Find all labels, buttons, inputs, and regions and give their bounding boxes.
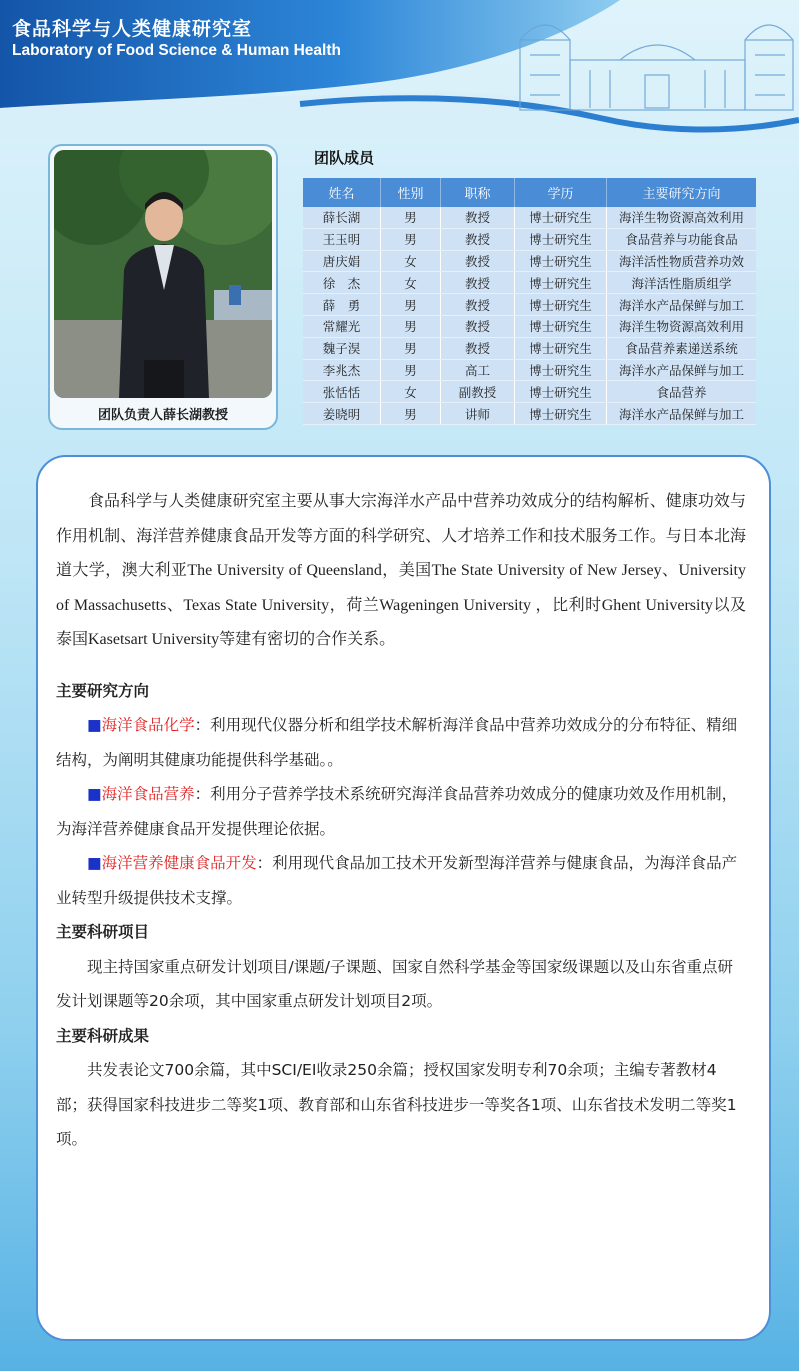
table-cell: 女 — [381, 381, 441, 403]
table-cell: 李兆杰 — [303, 359, 381, 381]
table-cell: 博士研究生 — [515, 294, 607, 316]
table-cell: 教授 — [441, 294, 515, 316]
research-item-text: ：利用现代仪器分析和组学技术解析海洋食品中营养功效成分的分布特征、精细结构，为阐明其健康功能提供科学基础。。 — [56, 716, 738, 769]
table-cell: 副教授 — [441, 381, 515, 403]
table-cell: 教授 — [441, 250, 515, 272]
table-cell: 女 — [381, 272, 441, 294]
table-cell: 博士研究生 — [515, 359, 607, 381]
table-cell: 女 — [381, 250, 441, 272]
table-cell: 博士研究生 — [515, 250, 607, 272]
content-card — [36, 455, 771, 1341]
research-item-name: 海洋食品营养 — [101, 785, 195, 803]
table-cell: 博士研究生 — [515, 315, 607, 337]
table-cell: 讲师 — [441, 403, 515, 425]
column-header: 职称 — [441, 178, 515, 207]
square-bullet-icon: ■ — [87, 716, 102, 734]
table-cell: 教授 — [441, 337, 515, 359]
table-cell: 男 — [381, 315, 441, 337]
table-cell: 徐 杰 — [303, 272, 381, 294]
table-cell: 食品营养 — [607, 381, 757, 403]
table-row — [303, 403, 756, 425]
achievements-section-title: 主要科研成果 — [56, 1026, 150, 1045]
research-item — [56, 846, 746, 915]
table-row — [303, 228, 756, 250]
table-row — [303, 359, 756, 381]
table-cell: 男 — [381, 403, 441, 425]
research-section-title: 主要研究方向 — [56, 681, 150, 700]
table-cell: 姜晓明 — [303, 403, 381, 425]
table-cell: 海洋水产品保鲜与加工 — [607, 359, 757, 381]
table-cell: 食品营养与功能食品 — [607, 228, 757, 250]
table-cell: 博士研究生 — [515, 207, 607, 228]
projects-text: 现主持国家重点研发计划项目/课题/子课题、国家自然科学基金等国家级课题以及山东省重点研发计划课题等20余项，其中国家重点研发计划项目2项。 — [56, 957, 733, 1010]
table-cell: 魏子淏 — [303, 337, 381, 359]
table-cell: 海洋生物资源高效利用 — [607, 315, 757, 337]
table-cell: 博士研究生 — [515, 381, 607, 403]
research-item-name: 海洋食品化学 — [101, 716, 195, 734]
table-cell: 教授 — [441, 207, 515, 228]
table-cell: 常耀光 — [303, 315, 381, 337]
research-item-text: ：利用分子营养学技术系统研究海洋食品营养功效成分的健康功效及作用机制，为海洋营养健康食品开发提供理论依据。 — [56, 785, 738, 838]
table-cell: 博士研究生 — [515, 272, 607, 294]
header-banner — [0, 0, 799, 140]
table-cell: 教授 — [441, 272, 515, 294]
table-row — [303, 250, 756, 272]
research-item — [56, 777, 746, 846]
column-header: 主要研究方向 — [607, 178, 757, 207]
table-cell: 薛 勇 — [303, 294, 381, 316]
table-cell: 王玉明 — [303, 228, 381, 250]
table-cell: 男 — [381, 294, 441, 316]
table-cell: 男 — [381, 207, 441, 228]
table-cell: 薛长湖 — [303, 207, 381, 228]
research-item-name: 海洋营养健康食品开发 — [101, 854, 257, 872]
table-cell: 教授 — [441, 228, 515, 250]
leader-photo-frame — [48, 144, 278, 430]
table-row — [303, 381, 756, 403]
table-cell: 男 — [381, 337, 441, 359]
team-members-table — [303, 178, 756, 425]
table-header-row — [303, 178, 756, 207]
table-cell: 海洋水产品保鲜与加工 — [607, 403, 757, 425]
lab-title-en: Laboratory of Food Science & Human Health — [12, 42, 341, 59]
leader-photo — [54, 150, 272, 398]
table-cell: 海洋生物资源高效利用 — [607, 207, 757, 228]
table-cell: 高工 — [441, 359, 515, 381]
table-row — [303, 337, 756, 359]
research-item — [56, 708, 746, 777]
column-header: 性别 — [381, 178, 441, 207]
intro-paragraph: 食品科学与人类健康研究室主要从事大宗海洋水产品中营养功效成分的结构解析、健康功效与作用机制、海洋营养健康食品开发等方面的科学研究、人才培养工作和技术服务工作。与日本北海道大学，澳大利亚The University of Queensland，美国The State University of New Jersey、University of Massachusetts、Texas State University，荷兰Wageningen University ，比利时Ghent University以及泰国Kasetsart University等建有密切的合作关系。 — [56, 493, 746, 648]
table-cell: 博士研究生 — [515, 228, 607, 250]
table-row — [303, 272, 756, 294]
achievements-text: 共发表论文700余篇，其中SCI/EI收录250余篇；授权国家发明专利70余项；主编专著教材4部；获得国家科技进步二等奖1项、教育部和山东省科技进步一等奖各1项、山东省技术发明二等奖1项。 — [56, 1061, 737, 1148]
square-bullet-icon: ■ — [87, 854, 102, 872]
lab-title-cn: 食品科学与人类健康研究室 — [12, 18, 253, 40]
table-cell: 博士研究生 — [515, 337, 607, 359]
table-cell: 食品营养素递送系统 — [607, 337, 757, 359]
table-cell: 男 — [381, 228, 441, 250]
table-row — [303, 315, 756, 337]
table-cell: 唐庆娟 — [303, 250, 381, 272]
square-bullet-icon: ■ — [87, 785, 102, 803]
photo-caption: 团队负责人薛长湖教授 — [97, 408, 228, 423]
table-row — [303, 294, 756, 316]
table-cell: 海洋水产品保鲜与加工 — [607, 294, 757, 316]
table-cell: 男 — [381, 359, 441, 381]
column-header: 学历 — [515, 178, 607, 207]
table-cell: 海洋活性物质营养功效 — [607, 250, 757, 272]
research-item-text: ：利用现代食品加工技术开发新型海洋营养与健康食品，为海洋食品产业转型升级提供技术支撑。 — [56, 854, 738, 907]
table-cell: 博士研究生 — [515, 403, 607, 425]
projects-section-title: 主要科研项目 — [56, 923, 150, 941]
column-header: 姓名 — [303, 178, 381, 207]
table-row — [303, 207, 756, 228]
table-cell: 张恬恬 — [303, 381, 381, 403]
table-cell: 教授 — [441, 315, 515, 337]
team-title: 团队成员 — [314, 149, 375, 167]
table-cell: 海洋活性脂质组学 — [607, 272, 757, 294]
